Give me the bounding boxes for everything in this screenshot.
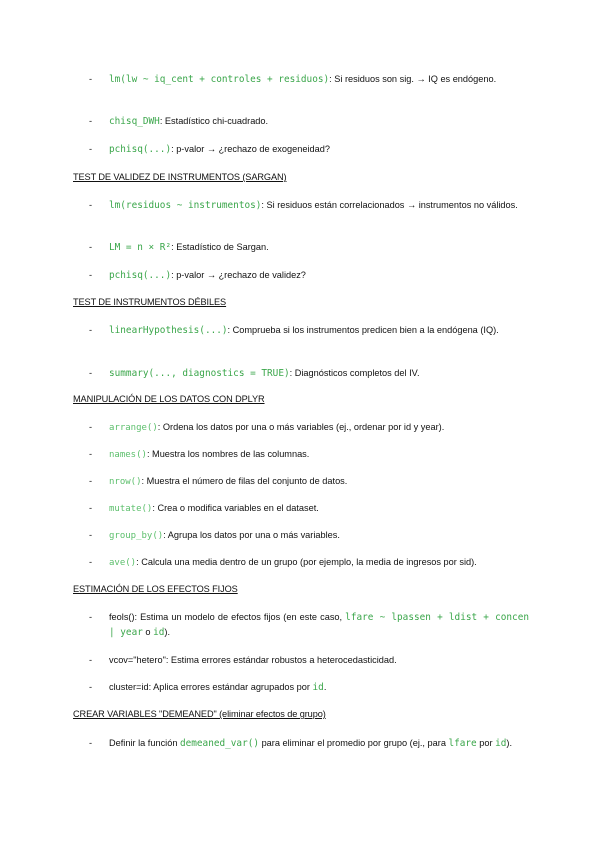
item-text: vcov="hetero": Estima errores estándar robustos a heterocedasticidad. xyxy=(109,655,397,665)
list-item xyxy=(89,72,529,87)
list-item xyxy=(89,447,529,463)
bullet-dash: - xyxy=(89,74,93,84)
bullet-dash: - xyxy=(89,557,93,567)
item-text: : Estadístico de Sargan. xyxy=(171,242,269,252)
section-heading: TEST DE VALIDEZ DE INSTRUMENTOS (SARGAN) xyxy=(73,172,287,182)
item-text: o xyxy=(142,627,154,637)
list-item xyxy=(89,528,529,544)
list-item xyxy=(89,501,529,517)
item-text: : Si residuos están correlacionados → instrumentos no válidos. xyxy=(261,200,518,210)
item-text: ). xyxy=(164,627,171,637)
section-heading: CREAR VARIABLES "DEMEANED" (eliminar efectos de grupo) xyxy=(73,709,326,719)
item-text: : p-valor → ¿rechazo de validez? xyxy=(171,270,306,280)
code-snippet: summary(..., diagnostics = TRUE) xyxy=(109,368,290,379)
code-snippet: chisq_DWH xyxy=(109,116,160,127)
list-item xyxy=(89,142,529,157)
list-item xyxy=(89,366,529,381)
item-text: : Diagnósticos completos del IV. xyxy=(289,368,420,378)
code-snippet: id xyxy=(153,627,165,638)
section-heading: MANIPULACIÓN DE LOS DATOS CON DPLYR xyxy=(73,394,265,404)
bullet-dash: - xyxy=(89,476,93,486)
code-snippet: mutate() xyxy=(109,504,153,514)
item-text: : Muestra el número de filas del conjunto de datos. xyxy=(141,476,348,486)
list-item xyxy=(89,555,529,571)
code-snippet: names() xyxy=(109,450,147,460)
item-text: . xyxy=(323,682,327,692)
code-snippet: LM = n × R² xyxy=(109,242,172,253)
section-heading: ESTIMACIÓN DE LOS EFECTOS FIJOS xyxy=(73,584,238,594)
code-snippet: lm(residuos ~ instrumentos) xyxy=(109,200,262,211)
code-snippet: lm(lw ~ iq_cent + controles + residuos) xyxy=(109,74,330,85)
code-snippet: ave() xyxy=(109,558,137,568)
bullet-dash: - xyxy=(89,503,93,513)
bullet-dash: - xyxy=(89,612,93,622)
item-text: cluster=id: Aplica errores estándar agrupados por xyxy=(109,682,313,692)
code-snippet: nrow() xyxy=(109,477,142,487)
list-item xyxy=(89,736,529,751)
code-snippet: id xyxy=(495,738,507,749)
list-item xyxy=(89,240,529,255)
list-item xyxy=(89,474,529,490)
bullet-dash: - xyxy=(89,682,93,692)
list-item xyxy=(89,268,529,283)
item-text: : Ordena los datos por una o más variables (ej., ordenar por id y year). xyxy=(157,422,445,432)
item-text: para eliminar el promedio por grupo (ej., para xyxy=(259,738,449,748)
list-item xyxy=(89,610,529,640)
section-heading: TEST DE INSTRUMENTOS DÉBILES xyxy=(73,297,227,307)
bullet-dash: - xyxy=(89,368,93,378)
code-snippet: lfare ~ lpassen + ldist + concen | year xyxy=(109,612,529,638)
list-item xyxy=(89,198,529,213)
item-text: : Si residuos son sig. → IQ es endógeno. xyxy=(329,74,497,84)
list-item xyxy=(89,420,529,436)
item-text: : p-valor → ¿rechazo de exogeneidad? xyxy=(171,144,330,154)
bullet-dash: - xyxy=(89,116,93,126)
code-snippet: linearHypothesis(...) xyxy=(109,325,228,336)
bullet-dash: - xyxy=(89,325,93,335)
bullet-dash: - xyxy=(89,530,93,540)
item-text: : Muestra los nombres de las columnas. xyxy=(146,449,310,459)
item-text: : Calcula una media dentro de un grupo (por ejemplo, la media de ingresos por sid). xyxy=(136,557,477,567)
item-text: : Comprueba si los instrumentos predicen bien a la endógena (IQ). xyxy=(227,325,499,335)
code-snippet: id xyxy=(312,682,324,693)
bullet-dash: - xyxy=(89,270,93,280)
bullet-dash: - xyxy=(89,242,93,252)
list-item xyxy=(89,653,529,668)
bullet-dash: - xyxy=(89,422,93,432)
item-text: : Crea o modifica variables en el dataset. xyxy=(152,503,319,513)
bullet-dash: - xyxy=(89,738,93,748)
item-text: Definir la función xyxy=(109,738,180,748)
bullet-dash: - xyxy=(89,655,93,665)
list-item xyxy=(89,114,529,129)
code-snippet: pchisq(...) xyxy=(109,144,172,155)
item-text: : Agrupa los datos por una o más variables. xyxy=(163,530,340,540)
code-snippet: arrange() xyxy=(109,423,158,433)
item-text: feols(): Estima un modelo de efectos fijos (en este caso, xyxy=(109,612,346,622)
code-snippet: group_by() xyxy=(109,531,164,541)
code-snippet: demeaned_var() xyxy=(179,738,260,749)
list-item xyxy=(89,680,529,695)
bullet-dash: - xyxy=(89,144,93,154)
list-item xyxy=(89,323,529,338)
item-text: : Estadístico chi-cuadrado. xyxy=(159,116,269,126)
item-text: ). xyxy=(506,738,513,748)
code-snippet: pchisq(...) xyxy=(109,270,172,281)
bullet-dash: - xyxy=(89,200,93,210)
item-text: por xyxy=(476,738,496,748)
code-snippet: lfare xyxy=(448,738,477,749)
bullet-dash: - xyxy=(89,449,93,459)
